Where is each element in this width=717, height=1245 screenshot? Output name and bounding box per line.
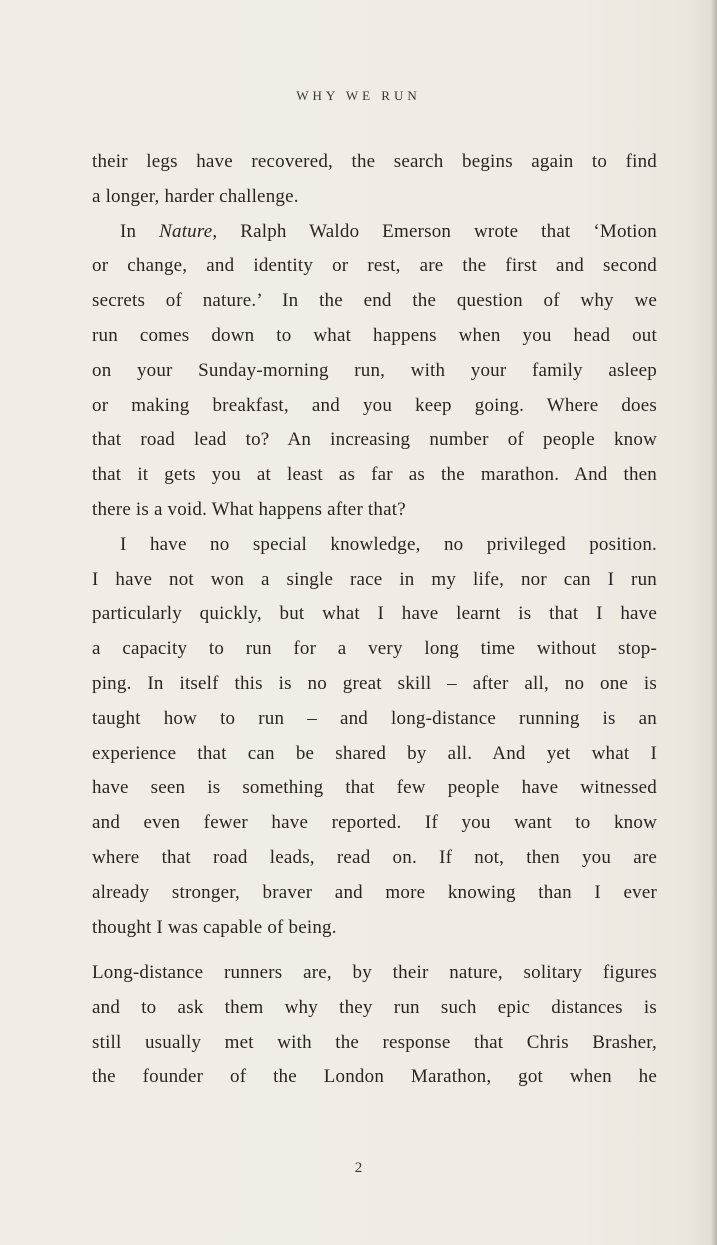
text-line: Long-distance runners are, by their nature, solitary figures bbox=[92, 962, 657, 983]
text-line: and even fewer have reported. If you want to know bbox=[92, 812, 657, 834]
text-line: still usually met with the response that Chris Brasher, bbox=[92, 1031, 657, 1053]
text-line bbox=[92, 215, 657, 250]
text-line: already stronger, braver and more knowing than I ever bbox=[92, 881, 657, 903]
text-line: that it gets you at least as far as the marathon. And then bbox=[92, 464, 657, 486]
book-title-emphasis: Nature bbox=[159, 220, 213, 242]
text-line: or making breakfast, and you keep going. Where does bbox=[92, 394, 657, 416]
text-line: where that road leads, read on. If not, then you are bbox=[92, 846, 657, 868]
text-block-main bbox=[92, 145, 657, 945]
text-line: experience that can be shared by all. And yet what I bbox=[92, 742, 657, 764]
text-block-section bbox=[92, 956, 657, 1095]
text-line: I have no special knowledge, no privileged position. bbox=[120, 533, 657, 555]
text-line: particularly quickly, but what I have learnt is that I have bbox=[92, 603, 657, 625]
text-line: run comes down to what happens when you head out bbox=[92, 324, 657, 346]
text-line: taught how to run – and long-distance running is an bbox=[92, 707, 657, 729]
text-line: have seen is something that few people have witnessed bbox=[92, 777, 657, 799]
text-line: or change, and identity or rest, are the first and second bbox=[92, 255, 657, 277]
text-line: a capacity to run for a very long time without stop- bbox=[92, 638, 657, 660]
text-line: on your Sunday-morning run, with your family asleep bbox=[92, 359, 657, 381]
text-line: there is a void. What happens after that? bbox=[92, 498, 406, 520]
text-line: secrets of nature.’ In the end the question of why we bbox=[92, 290, 657, 312]
text-fragment: In bbox=[120, 220, 160, 242]
running-head: WHY WE RUN bbox=[296, 88, 421, 103]
text-line: ping. In itself this is no great skill – after all, no one is bbox=[92, 672, 657, 694]
text-line: that road lead to? An increasing number of people know bbox=[92, 429, 657, 451]
text-line: the founder of the London Marathon, got when he bbox=[92, 1066, 657, 1088]
text-line: a longer, harder challenge. bbox=[92, 185, 299, 207]
page-number: 2 bbox=[354, 1160, 363, 1176]
text-line: I have not won a single race in my life, nor can I run bbox=[92, 568, 657, 590]
text-line: their legs have recovered, the search begins again to find bbox=[92, 151, 657, 172]
text-line: thought I was capable of being. bbox=[92, 916, 337, 938]
page-edge-shadow bbox=[711, 0, 717, 1245]
text-line: and to ask them why they run such epic distances is bbox=[92, 996, 657, 1018]
text-fragment: , Ralph Waldo Emerson wrote that ‘Motion bbox=[212, 220, 658, 242]
